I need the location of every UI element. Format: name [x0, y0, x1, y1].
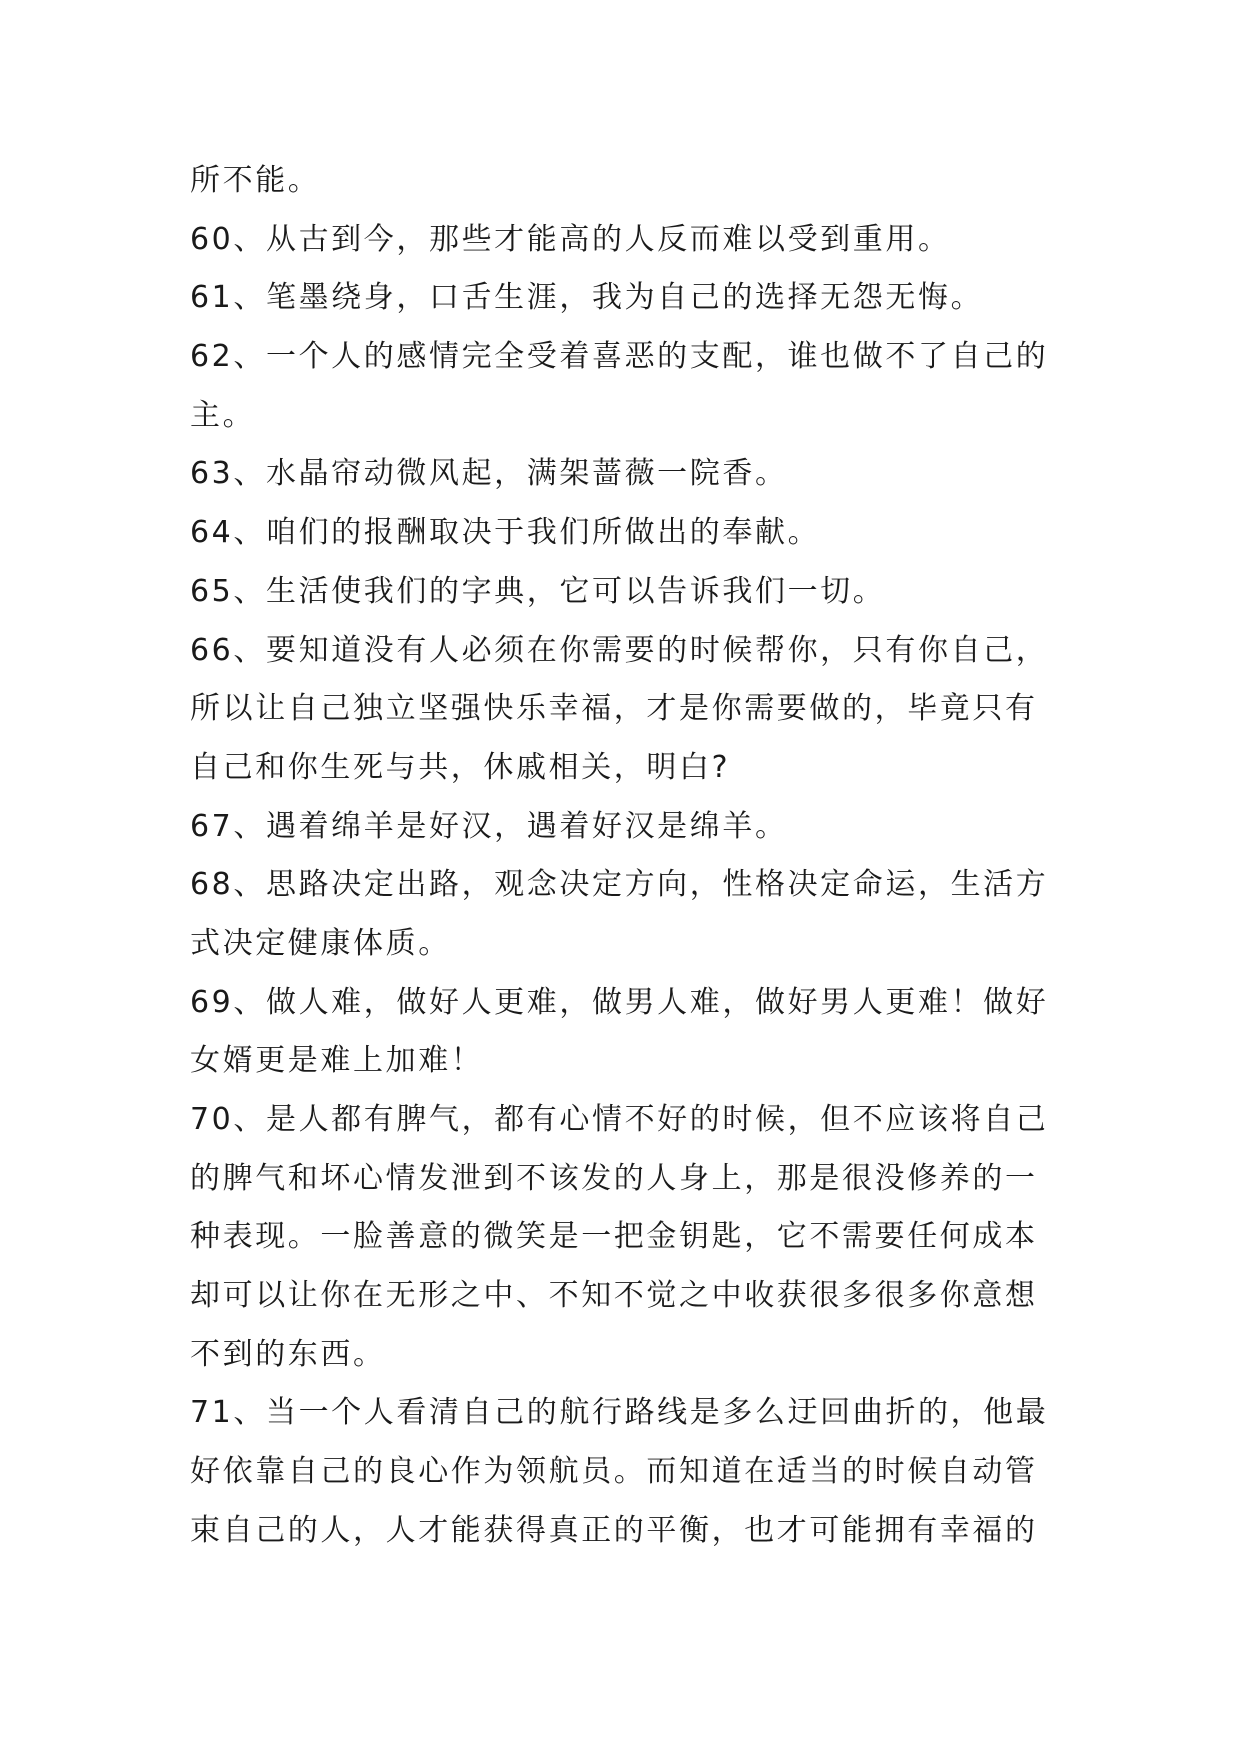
text-line: 62、一个人的感情完全受着喜恶的支配，谁也做不了自己的 — [190, 339, 1049, 375]
body-text — [190, 152, 1070, 1561]
text-line: 种表现。一脸善意的微笑是一把金钥匙，它不需要任何成本 — [190, 1219, 1038, 1255]
text-line: 71、当一个人看清自己的航行路线是多么迂回曲折的，他最 — [190, 1395, 1049, 1431]
text-line: 65、生活使我们的字典，它可以告诉我们一切。 — [190, 573, 886, 609]
text-line: 69、做人难，做好人更难，做男人难，做好男人更难！做好 — [190, 984, 1049, 1020]
text-line: 好依靠自己的良心作为领航员。而知道在适当的时候自动管 — [190, 1454, 1038, 1490]
text-line: 所不能。 — [190, 163, 321, 198]
text-line: 66、要知道没有人必须在你需要的时候帮你，只有你自己， — [190, 632, 1049, 668]
text-line: 束自己的人，人才能获得真正的平衡，也才可能拥有幸福的 — [190, 1512, 1038, 1548]
text-line: 68、思路决定出路，观念决定方向，性格决定命运，生活方 — [190, 867, 1049, 903]
text-line: 的脾气和坏心情发泄到不该发的人身上，那是很没修养的一 — [190, 1160, 1038, 1196]
text-line: 60、从古到今，那些才能高的人反而难以受到重用。 — [190, 221, 951, 257]
text-line: 主。 — [190, 397, 256, 433]
text-line: 70、是人都有脾气，都有心情不好的时候，但不应该将自己 — [190, 1102, 1049, 1137]
text-line: 所以让自己独立坚强快乐幸福，才是你需要做的，毕竟只有 — [190, 691, 1038, 727]
text-line: 却可以让你在无形之中、不知不觉之中收获很多很多你意想 — [190, 1278, 1038, 1314]
text-line: 式决定健康体质。 — [190, 925, 451, 961]
text-line: 女婿更是难上加难！ — [190, 1043, 484, 1079]
text-line: 自己和你生死与共，休戚相关，明白? — [190, 749, 731, 785]
text-line: 64、咱们的报酬取决于我们所做出的奉献。 — [190, 515, 821, 551]
text-line: 不到的东西。 — [190, 1336, 386, 1372]
text-line: 63、水晶帘动微风起，满架蔷薇一院香。 — [190, 456, 788, 492]
text-line: 61、笔墨绕身，口舌生涯，我为自己的选择无怨无悔。 — [190, 280, 984, 316]
text-line: 67、遇着绵羊是好汉，遇着好汉是绵羊。 — [190, 808, 788, 844]
